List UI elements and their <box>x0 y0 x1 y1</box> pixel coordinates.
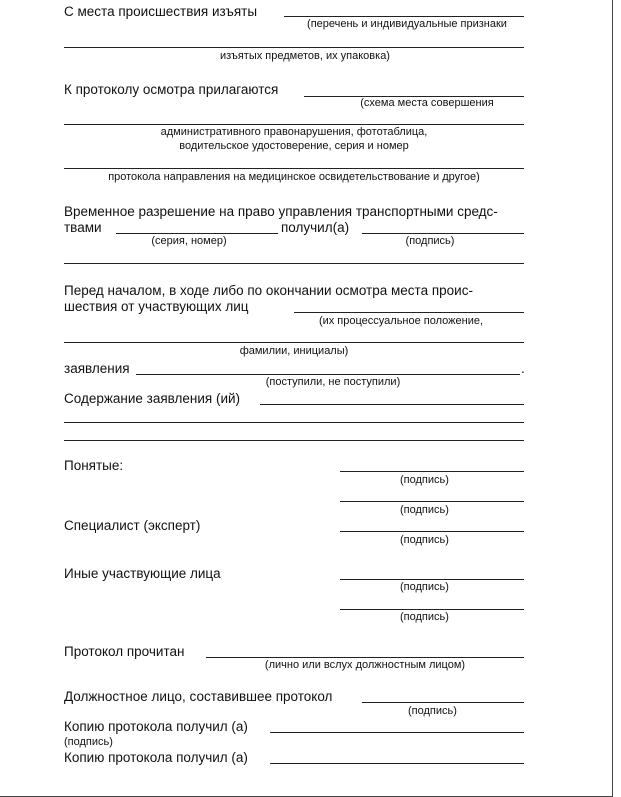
witness-2-sign-hint: (подпись) <box>400 504 449 516</box>
attached-hint-2: административного правонарушения, фототаблица, <box>160 126 428 138</box>
specialist-label: Специалист (эксперт) <box>64 518 201 533</box>
read-label: Протокол прочитан <box>64 644 185 659</box>
copy1-signature-line[interactable] <box>270 732 524 733</box>
attached-field-line-3[interactable] <box>64 168 524 169</box>
copy1-label: Копию протокола получил (а) <box>64 719 248 734</box>
participants-field-line-1[interactable] <box>294 312 524 313</box>
copy2-signature-line[interactable] <box>270 763 524 764</box>
content-field-line-1[interactable] <box>260 404 524 405</box>
attached-field-line-2[interactable] <box>64 124 524 125</box>
attached-hint-1: (схема места совершения <box>360 97 494 109</box>
specialist-sign-hint: (подпись) <box>400 534 449 546</box>
permit-extra-line[interactable] <box>64 263 524 264</box>
participants-hint-1: (их процессуальное положение, <box>318 315 484 327</box>
witnesses-label: Понятые: <box>64 458 124 473</box>
statements-label: заявления <box>64 361 130 376</box>
others-1-sign-hint: (подпись) <box>400 581 449 593</box>
copy1-sign-hint: (подпись) <box>64 736 113 748</box>
statements-hint: (поступили, не поступили) <box>265 376 401 388</box>
others-2-sign-hint: (подпись) <box>400 611 449 623</box>
seized-hint-2: изъятых предметов, их упаковка) <box>220 50 390 62</box>
attached-hint-4: протокола направления на медицинское освидетельствование и другое) <box>108 171 480 183</box>
copy2-label: Копию протокола получил (а) <box>64 750 248 765</box>
others-1-signature-line[interactable] <box>340 579 524 580</box>
participants-line-1: Перед началом, в ходе либо по окончании осмотра места проис- <box>64 283 473 298</box>
official-label: Должностное лицо, составившее протокол <box>64 689 333 704</box>
content-label: Содержание заявления (ий) <box>64 391 241 406</box>
participants-line-2: шествия от участвующих лиц <box>64 299 249 314</box>
participants-field-line-2[interactable] <box>64 342 524 343</box>
seized-hint-1: (перечень и индивидуальные признаки <box>307 18 507 30</box>
permit-prefix: твами <box>64 220 102 235</box>
others-label: Иные участвующие лица <box>64 566 221 581</box>
read-field-line[interactable] <box>206 657 524 658</box>
permit-line-1: Временное разрешение на право управления транспортными средс- <box>64 204 498 219</box>
seized-field-line-1[interactable] <box>284 16 524 17</box>
official-signature-line[interactable] <box>362 702 524 703</box>
statements-field-line[interactable] <box>136 374 520 375</box>
statements-period: . <box>521 361 525 376</box>
witness-1-signature-line[interactable] <box>340 471 524 472</box>
permit-received: получил(а) <box>281 220 350 235</box>
specialist-signature-line[interactable] <box>340 531 524 532</box>
permit-sign-hint: (подпись) <box>405 235 455 247</box>
seized-label: С места происшествия изъяты <box>64 4 258 19</box>
read-hint: (лично или вслух должностным лицом) <box>264 659 466 671</box>
participants-hint-2: фамилии, инициалы) <box>239 345 349 357</box>
official-sign-hint: (подпись) <box>408 705 457 717</box>
attached-label: К протоколу осмотра прилагаются <box>64 82 279 97</box>
witness-1-sign-hint: (подпись) <box>400 474 449 486</box>
content-field-line-3[interactable] <box>64 440 524 441</box>
permit-series-line[interactable] <box>116 233 278 234</box>
others-2-signature-line[interactable] <box>340 609 524 610</box>
content-field-line-2[interactable] <box>64 422 524 423</box>
seized-field-line-2[interactable] <box>64 47 524 48</box>
permit-signature-line[interactable] <box>362 233 524 234</box>
attached-hint-3: водительское удостоверение, серия и номер <box>179 140 409 152</box>
witness-2-signature-line[interactable] <box>340 501 524 502</box>
permit-series-hint: (серия, номер) <box>151 235 227 247</box>
